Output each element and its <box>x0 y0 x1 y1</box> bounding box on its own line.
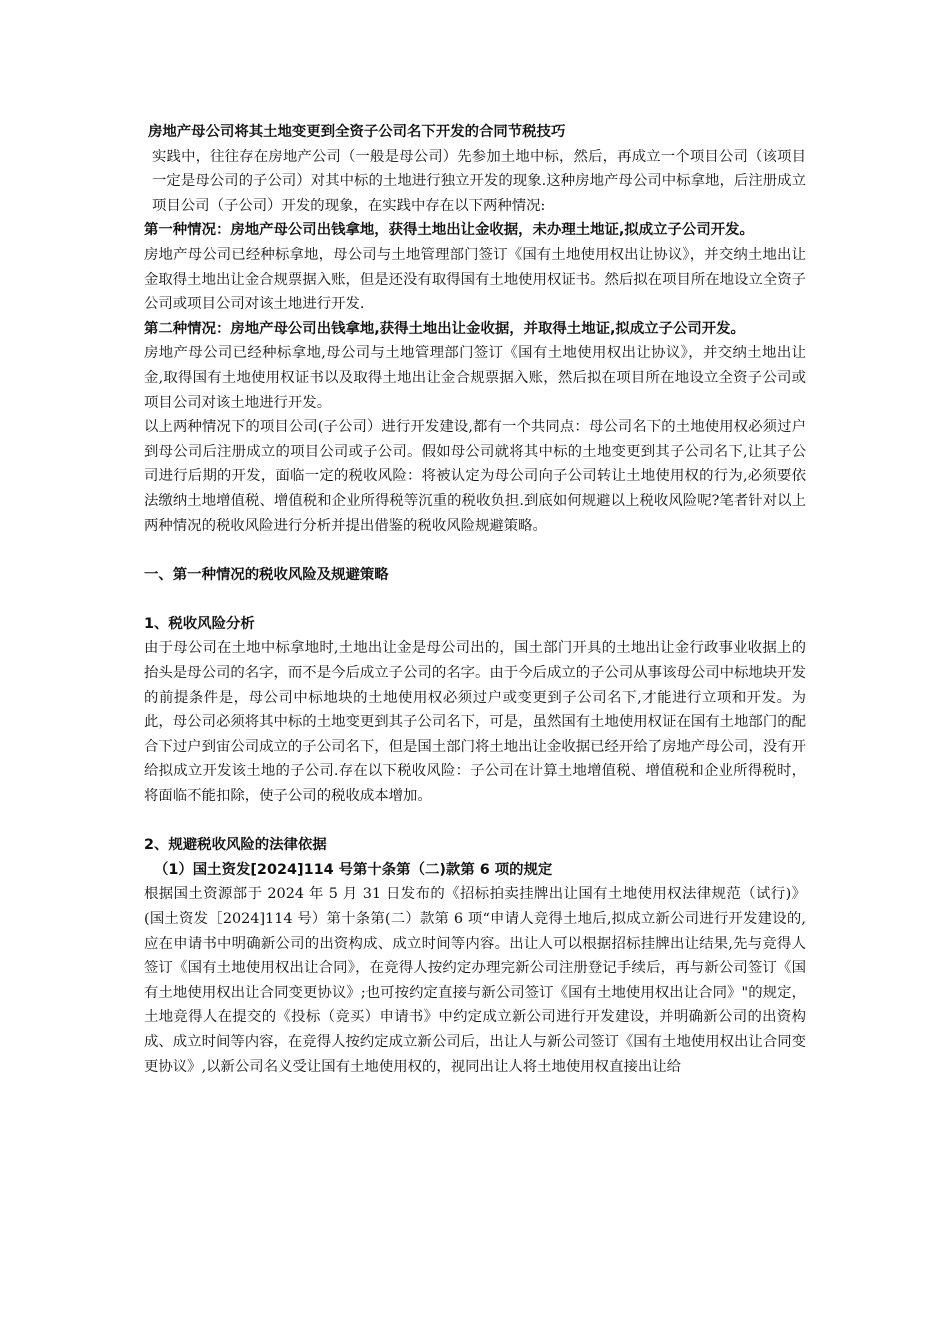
case1-paragraph: 房地产母公司已经种标拿地，母公司与土地管理部门签订《国有土地使用权出让协议》，并交纳土地出让金取得土地出让金合规票据入账，但是还没有取得国有土地使用权证书。然后拟在项目所在地设立全资子公司或项目公司对该土地进行开发. <box>144 246 806 313</box>
case2-heading: 第二种情况：房地产母公司出钱拿地,获得土地出让金收据，并取得土地证,拟成立子公司开发。 <box>144 320 745 337</box>
subsection-2-subheading: （1）国土资发[2024]114 号第十条第（二)款第 6 项的规定 <box>154 861 553 878</box>
subsection-2-paragraph: 根据国土资源部于 2024 年 5 月 31 日发布的《招标拍卖挂牌出让国有土地使用权法律规范（试行)》(国土资发［2024]114 号）第十条第(二）款第 6 项“申请人竞得土地后,拟成立新公司进行开发建设的,应在申请书中明确新公司的出资构成、成立时间等内容。出让人可以根据招标挂牌出让结果,先与竞得人签订《国有土地使用权出让合同》，在竞得人按约定办理完新公司注册登记手续后，再与新公司签订《国有土地使用权出让合同变更协议》;也可按约定直接与新公司签订《国有土地使用权出让合同》"的规定，土地竞得人在提交的《投标（竞买）申请书》中约定成立新公司进行开发建设，并明确新公司的出资构成、成立时间等内容，在竞得人按约定成立新公司后，出让人与新公司签订《国有土地使用权出让合同变更协议》,以新公司名义受让国有土地使用权的，视同出让人将土地使用权直接出让给 <box>144 886 806 1075</box>
case2-paragraph: 房地产母公司已经种标拿地,母公司与土地管理部门签订《国有土地使用权出让协议》，并交纳土地出让金,取得国有土地使用权证书以及取得土地出让金合规票据入账，然后拟在项目所在地设立全资子公司或项目公司对该土地进行开发。 <box>144 345 806 411</box>
subsection-1-paragraph: 由于母公司在土地中标拿地时,土地出让金是母公司出的，国土部门开具的土地出让金行政事业收据上的抬头是母公司的名字，而不是今后成立子公司的名字。由于今后成立的子公司从事该母公司中标地块开发的前提条件是，母公司中标地块的土地使用权必须过户或变更到子公司名下,才能进行立项和开发。为此，母公司必须将其中标的土地变更到其子公司名下，可是，虽然国有土地使用权证在国有土地部门的配合下过户到宙公司成立的子公司名下，但是国土部门将土地出让金收据已经开给了房地产母公司，没有开给拟成立开发该土地的子公司.存在以下税收风险：子公司在计算土地增值税、增值税和企业所得税时，将面临不能扣除，使子公司的税收成本增加。 <box>144 640 806 805</box>
subsection-2-heading: 2、规避税收风险的法律依据 <box>144 837 327 854</box>
common-point-paragraph: 以上两种情况下的项目公司(子公司）进行开发建设,都有一个共同点：母公司名下的土地使用权必须过户到母公司后注册成立的项目公司或子公司。假如母公司就将其中标的土地变更到其子公司名下,让其子公司进行后期的开发，面临一定的税收风险：将被认定为母公司向子公司转让土地使用权的行为,必须要依法缴纳土地增值税、增值税和企业所得税等沉重的税收负担.到底如何规避以上税收风险呢?笔者针对以上两种情况的税收风险进行分析并提出借鉴的税收风险规避策略。 <box>144 419 806 534</box>
subsection-1-heading: 1、税收风险分析 <box>144 615 255 632</box>
spacer <box>144 587 806 612</box>
document-title: 房地产母公司将其土地变更到全资子公司名下开发的合同节税技巧 <box>148 124 566 140</box>
section1-heading: 一、第一种情况的税收风险及规避策略 <box>144 566 389 583</box>
case1-heading: 第一种情况：房地产母公司出钱拿地，获得土地出让金收据，未办理土地证,拟成立子公司开发。 <box>144 222 754 239</box>
spacer <box>144 538 806 563</box>
intro-paragraph: 实践中，往往存在房地产公司（一般是母公司）先参加土地中标，然后，再成立一个项目公司（该项目一定是母公司的子公司）对其中标的土地进行独立开发的现象.这种房地产母公司中标拿地，后注册成立项目公司（子公司）开发的现象，在实践中存在以下两种情况: <box>152 148 806 214</box>
document-page <box>144 120 806 1079</box>
spacer <box>144 809 806 834</box>
